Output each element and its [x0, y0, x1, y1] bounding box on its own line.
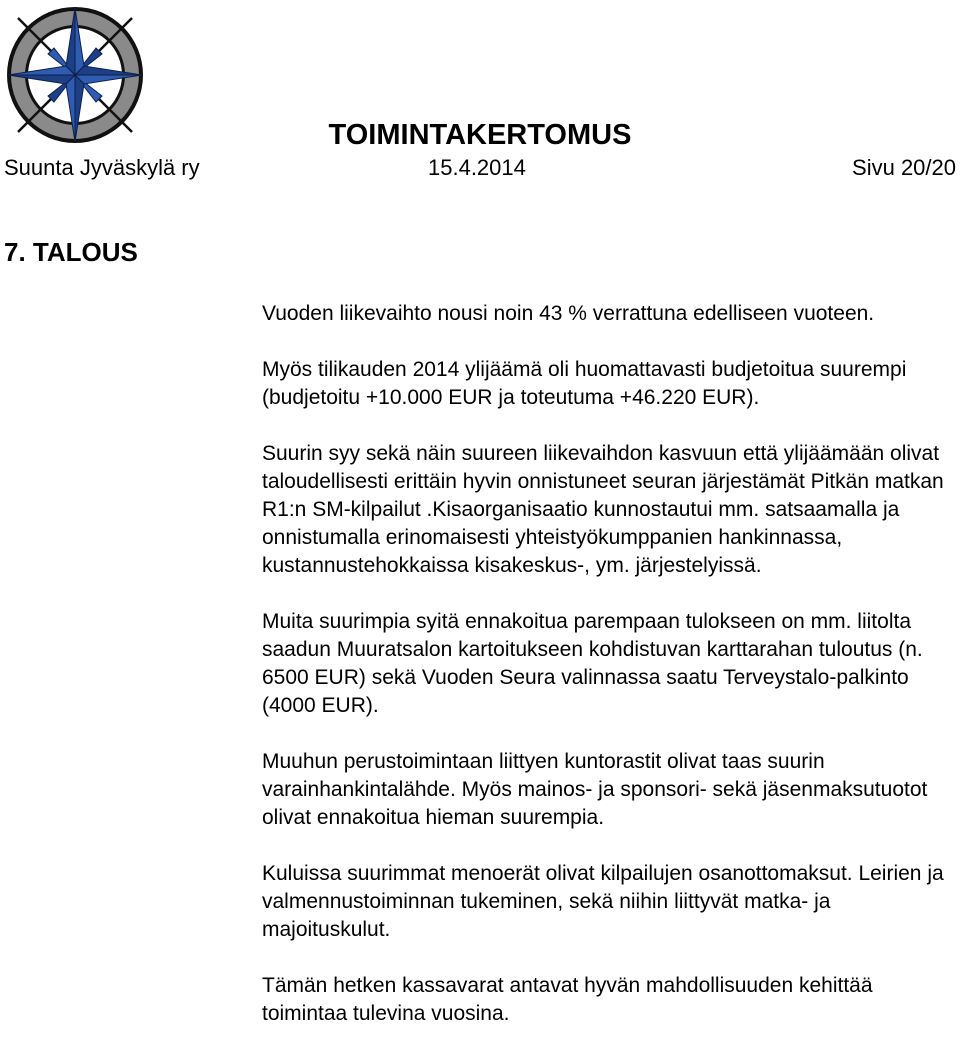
paragraph: Suurin syy sekä näin suureen liikevaihdon kasvuun että ylijäämään olivat taloudellisesti erittäin hyvin onnistuneet seuran järjestämät Pitkän matkan R1:n SM-kilpailut .Kisaorganisaatio kunnostautui mm. satsaamalla ja onnistumalla erinomaisesti yhteistyökumppanien hankinnassa, kustannustehokkaissa kisakeskus-, ym. järjestelyissä. — [262, 442, 944, 577]
paragraph: Muuhun perustoimintaan liittyen kuntorastit olivat taas suurin varainhankintalähde. Myös mainos- ja sponsori- sekä jäsenmaksutuotot olivat ennakoitua hieman suurempia. — [262, 750, 928, 829]
section-heading: 7. TALOUS — [4, 237, 138, 267]
document-header — [0, 154, 960, 182]
section-body — [262, 300, 958, 1056]
document-date: 15.4.2014 — [428, 155, 526, 180]
paragraph: Tämän hetken kassavarat antavat hyvän mahdollisuuden kehittää toimintaa tulevina vuosina. — [262, 974, 873, 1025]
paragraph: Kuluissa suurimmat menoerät olivat kilpailujen osanottomaksut. Leirien ja valmennustoiminnan tukeminen, sekä niihin liittyvät matka- ja majoituskulut. — [262, 862, 944, 941]
paragraph: Vuoden liikevaihto nousi noin 43 % verrattuna edelliseen vuoteen. — [262, 302, 875, 325]
paragraph: Myös tilikauden 2014 ylijäämä oli huomattavasti budjetoitua suurempi (budjetoitu +10.000 EUR ja toteutuma +46.220 EUR). — [262, 358, 907, 409]
document-title: TOIMINTAKERTOMUS — [328, 119, 632, 151]
page-number: Sivu 20/20 — [852, 155, 956, 180]
organization-name: Suunta Jyväskylä ry — [4, 155, 200, 180]
paragraph: Muita suurimpia syitä ennakoitua parempaan tulokseen on mm. liitolta saadun Muuratsalon kartoitukseen kohdistuvan karttarahan tuloutus (n. 6500 EUR) sekä Vuoden Seura valinnassa saatu Terveystalo-palkinto (4000 EUR). — [262, 610, 923, 717]
